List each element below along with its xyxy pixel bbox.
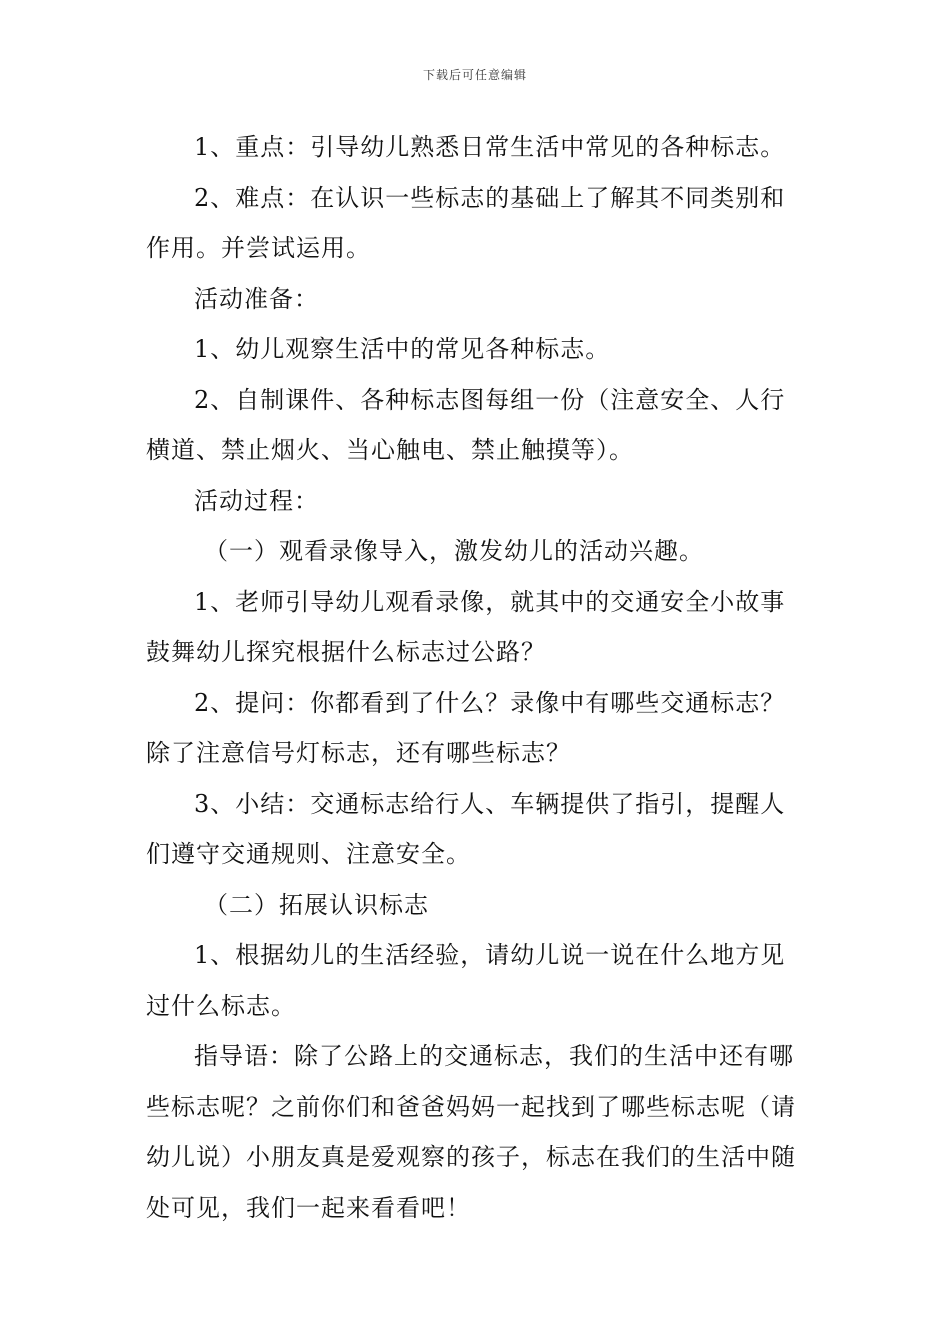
page-header-note: 下载后可任意编辑 (422, 68, 527, 82)
section-heading-process: 活动过程： (194, 486, 319, 515)
paragraph-difficulty: 2、难点：在认识一些标志的基础上了解其不同类别和作用。并尝试运用。 (146, 183, 786, 262)
paragraph-key-point: 1、重点：引导幼儿熟悉日常生活中常见的各种标志。 (194, 133, 786, 161)
subsection-heading-2: （二）拓展认识标志 (204, 890, 429, 919)
paragraph-process-2: 2、提问：你都看到了什么？录像中有哪些交通标志？除了注意信号灯标志，还有哪些标志？ (146, 688, 786, 767)
subsection-heading-1: （一）观看录像导入，激发幼儿的活动兴趣。 (204, 537, 704, 565)
document-body (146, 122, 810, 1233)
section-heading-preparation: 活动准备： (194, 284, 319, 313)
paragraph-process-3: 3、小结：交通标志给行人、车辆提供了指引，提醒人们遵守交通规则、注意安全。 (146, 789, 786, 868)
paragraph-preparation-1: 1、幼儿观察生活中的常见各种标志。 (194, 335, 611, 363)
paragraph-extend-1: 1、根据幼儿的生活经验，请幼儿说一说在什么地方见过什么标志。 (146, 941, 786, 1020)
paragraph-guidance: 指导语：除了公路上的交通标志，我们的生活中还有哪些标志呢？之前你们和爸爸妈妈一起找到了哪些标志呢（请幼儿说）小朋友真是爱观察的孩子，标志在我们的生活中随处可见，我们一起来看看吧！ (146, 1042, 796, 1222)
paragraph-preparation-2: 2、自制课件、各种标志图每组一份（注意安全、人行横道、禁止烟火、当心触电、禁止触摸等）。 (146, 385, 786, 464)
paragraph-process-1: 1、老师引导幼儿观看录像，就其中的交通安全小故事鼓舞幼儿探究根据什么标志过公路？ (146, 587, 786, 666)
